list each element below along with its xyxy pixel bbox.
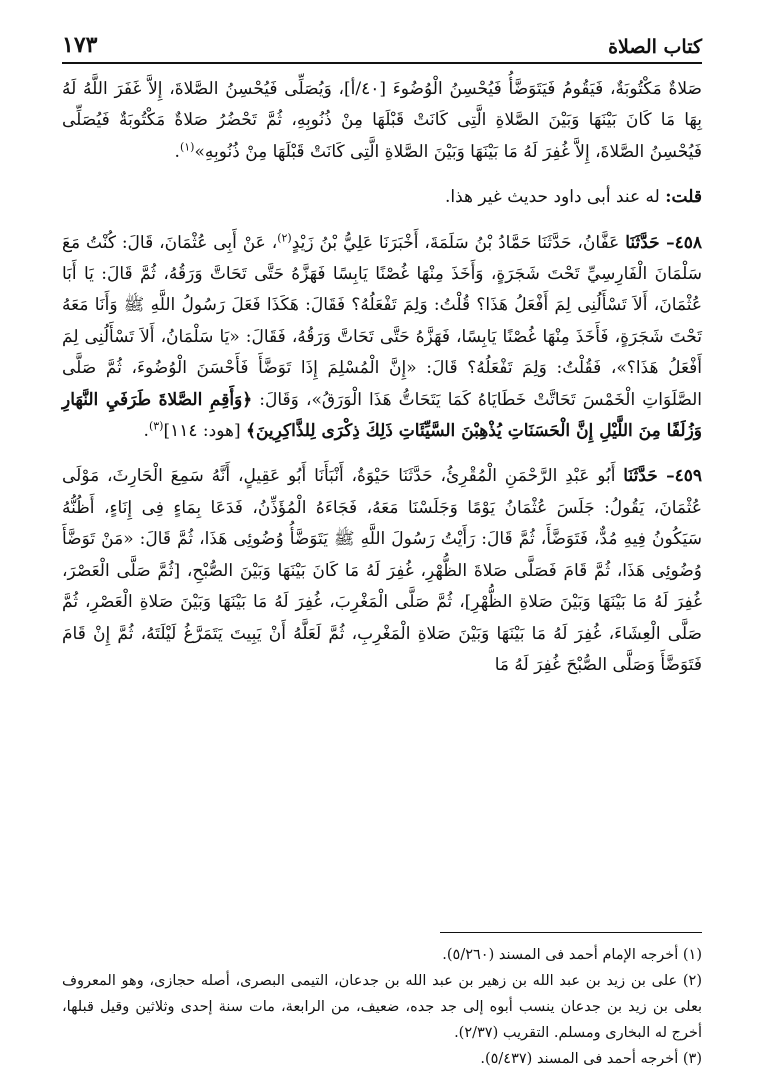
footnote-text: على بن زيد بن عبد الله بن زهير بن عبد الله بن جدعان، التيمى البصرى، أصله حجازى، وهو المعروف بعلى بن زيد بن جدعان ينسب أبوه إلى جد جده، ضعيف، من الرابعة، مات سنة إحدى وثلاثين وقيل قبلها، أخرج له البخارى ومسلم. التقريب (٢/٣٧). (62, 973, 702, 1041)
hadith-text: عَفَّانُ، حَدَّثَنَا حَمَّادُ بْنُ سَلَمَةَ، أَخْبَرَنَا عَلِيُّ بْنُ زَيْدٍ (291, 232, 626, 253)
hadith-number: ٤٥٨– (666, 232, 702, 253)
hadith-text: ، عَنْ أَبِى عُثْمَانَ، قَالَ: كُنْتُ مَعَ سَلْمَانَ الْفَارِسِيِّ تَحْتَ شَجَرَةٍ، وَأَخَذَ مِنْهَا غُصْنًا يَابِسًا فَهَزَّهُ حَتَّى تَحَاتَّ وَرَقُهُ، ثُمَّ قَالَ: يَا أَبَا عُثْمَانَ، أَلاَ تَسْأَلُنِى لِمَ أَفْعَلُ هَذَا؟ قُلْتُ: وَلِمَ تَفْعَلُهُ؟ فَقَالَ: هَكَذَا فَعَلَ رَسُولُ اللَّهِ ﷺ وَأَنَا مَعَهُ تَحْتَ شَجَرَةٍ، فَأَخَذَ مِنْهَا غُصْنًا يَابِسًا، فَهَزَّهُ حَتَّى تَحَاتَّ وَرَقُهُ، فَقَالَ: «يَا سَلْمَانُ، أَلاَ تَسْأَلُنِى لِمَ أَفْعَلُ هَذَا؟»، فَقُلْتُ: وَلِمَ تَفْعَلُهُ؟ قَالَ: «إِنَّ الْمُسْلِمَ إِذَا تَوَضَّأَ فَأَحْسَنَ الْوُضُوءَ، ثُمَّ صَلَّى الصَّلَوَاتِ الْخَمْسَ تَحَاتَّتْ خَطَايَاهُ كَمَا يَتَحَاتُّ هَذَا الْوَرَقُ»، وَقَالَ: (62, 232, 703, 410)
spacer (62, 447, 702, 461)
footnote-ref-1: (١) (179, 140, 195, 154)
paragraph-continuation (62, 74, 702, 168)
hadith-458 (62, 228, 702, 448)
book-page (62, 30, 702, 1070)
page-number: ١٧٣ (62, 32, 98, 58)
qult-text: له عند أبى داود حديث غير هذا. (444, 187, 666, 208)
footnote-ref-3: (٣) (148, 419, 164, 433)
spacer (62, 168, 702, 182)
hadith-intro: حَدَّثَنَا (625, 232, 667, 253)
quran-verse: ﴿وَأَقِمِ الصَّلاةَ طَرَفَيِ النَّهَارِ وَزُلَفًا مِنَ اللَّيْلِ إِنَّ الْحَسَنَاتِ يُذْهِبْنَ السَّيِّئَاتِ ذَلِكَ ذِكْرَى لِلذَّاكِرِينَ﴾ (62, 389, 702, 442)
page-body (62, 74, 702, 681)
footnotes (62, 942, 702, 1072)
footnote-number: (٣) (682, 1051, 702, 1067)
footnote-number: (٢) (682, 973, 702, 989)
hadith-end: . (143, 421, 149, 442)
quran-citation: [هود: ١١٤] (163, 421, 247, 442)
footnote-2 (62, 968, 702, 1046)
footnote-3 (62, 1046, 702, 1072)
hadith-459 (62, 461, 702, 681)
paragraph-end: . (174, 141, 180, 162)
hadith-intro: حَدَّثَنَا (623, 466, 667, 487)
footnote-divider (440, 932, 702, 933)
running-title: كتاب الصلاة (608, 36, 702, 58)
footnote-number: (١) (682, 947, 702, 963)
hadith-text: أَبُو عَبْدِ الرَّحْمَنِ الْمُقْرِئُ، حَدَّثَنَا حَيْوَةُ، أَنْبَأَنَا أَبُو عَقِيلٍ، أَنَّهُ سَمِعَ الْحَارِثَ، مَوْلَى عُثْمَانَ، يَقُولُ: جَلَسَ عُثْمَانُ يَوْمًا وَجَلَسْنَا مَعَهُ، فَجَاءَهُ الْمُؤَذِّنُ، فَدَعَا بِمَاءٍ فِى إِنَاءٍ، أَظُنُّهُ سَيَكُونُ فِيهِ مُدٌّ، فَتَوَضَّأَ، ثُمَّ قَالَ: رَأَيْتُ رَسُولَ اللَّهِ ﷺ يَتَوَضَّأُ وُضُوئِى هَذَا، ثُمَّ قَالَ: «مَنْ تَوَضَّأَ وُضُوئِى هَذَا، ثُمَّ قَامَ فَصَلَّى صَلاةَ الظُّهْرِ، غُفِرَ لَهُ مَا كَانَ بَيْنَهَا وَبَيْنَ الصُّبْحِ، [ثُمَّ صَلَّى الْعَصْرَ، غُفِرَ لَهُ مَا بَيْنَهَا وَبَيْنَ صَلاةِ الظُّهْرِ]، ثُمَّ صَلَّى الْمَغْرِبَ، غُفِرَ لَهُ مَا بَيْنَهَا وَبَيْنَ صَلاةِ الْعَصْرِ، ثُمَّ صَلَّى الْعِشَاءَ، غُفِرَ لَهُ مَا بَيْنَهَا وَبَيْنَ صَلاةِ الْمَغْرِبِ، ثُمَّ لَعَلَّهُ أَنْ يَبِيتَ يَتَمَرَّغُ لَيْلَتَهُ، ثُمَّ إِنْ قَامَ فَتَوَضَّأَ وَصَلَّى الصُّبْحَ غُفِرَ لَهُ مَا (62, 466, 702, 675)
footnote-1 (62, 942, 702, 968)
paragraph-text: صَلاةٌ مَكْتُوبَةٌ، فَيَقُومُ فَيَتَوَضَّأُ فَيُحْسِنُ الْوُضُوءَ [٤٠/أ]، وَيُصَلِّى فَيُحْسِنُ الصَّلاةَ، إِلاَّ غَفَرَ اللَّهُ لَهُ بِهَا مَا كَانَ بَيْنَهَا وَبَيْنَ الصَّلاةِ الَّتِى كَانَتْ قَبْلَهَا مِنْ ذُنُوبِهِ، ثُمَّ تَحْضُرُ صَلاةٌ مَكْتُوبَةٌ فَيُصَلِّى فَيُحْسِنُ الصَّلاةَ، إِلاَّ غُفِرَ لَهُ مَا بَيْنَهَا وَبَيْنَ الصَّلاةِ الَّتِى كَانَتْ قَبْلَهَا مِنْ ذُنُوبِهِ» (62, 79, 702, 162)
qult-note (62, 182, 702, 213)
footnote-ref-2: (٢) (277, 230, 292, 244)
page-header (62, 30, 702, 64)
footnote-text: أخرجه الإمام أحمد فى المسند (٥/٢٦٠). (442, 947, 683, 963)
footnote-text: أخرجه أحمد فى المسند (٥/٤٣٧). (480, 1051, 683, 1067)
qult-label: قلت: (665, 187, 702, 208)
spacer (62, 214, 702, 228)
hadith-number: ٤٥٩– (666, 466, 702, 487)
